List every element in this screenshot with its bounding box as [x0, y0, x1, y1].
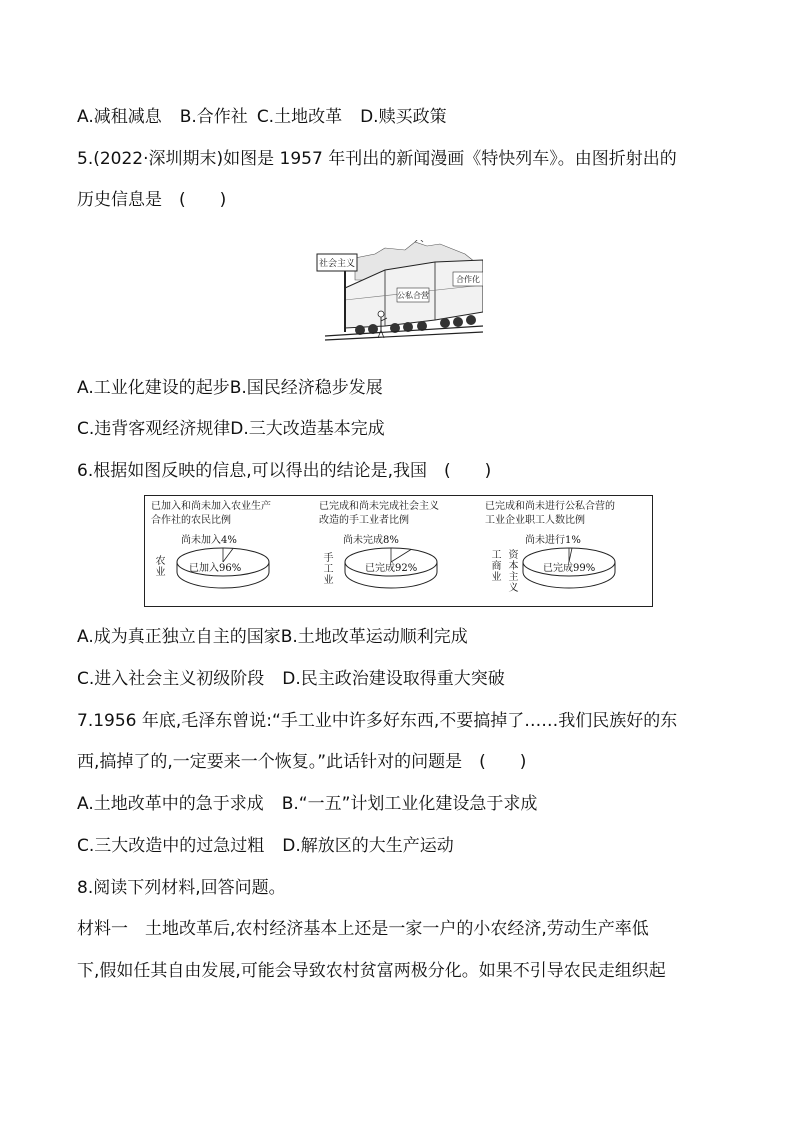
cartoon-car1-label: 公私合营	[397, 291, 429, 300]
pie2-small-label: 尚未完成8%	[343, 535, 399, 546]
pie3-side-label2: 资本主义	[508, 550, 519, 594]
q4-option-a: A.减租减息	[77, 107, 162, 127]
q4-options-row	[77, 106, 447, 128]
q6-options-line2	[77, 668, 505, 690]
q7-option-b: B.“一五”计划工业化建设急于求成	[281, 794, 538, 814]
q4-option-d: D.赎买政策	[360, 107, 447, 127]
q8-material-line2: 下,假如任其自由发展,可能会导致农村贫富两极分化。如果不引导农民走组织起	[77, 961, 666, 981]
q8-stem: 8.阅读下列材料,回答问题。	[77, 878, 286, 898]
pie3-title-line1: 已完成和尚未进行公私合营的	[485, 501, 615, 512]
pie2-title-line2: 改造的手工业者比例	[319, 515, 409, 526]
q6-stem: 6.根据如图反映的信息,可以得出的结论是,我国 ( )	[77, 461, 492, 481]
q7-stem-line1: 7.1956 年底,毛泽东曾说:“手工业中许多好东西,不要搞掉了……我们民族好的东	[77, 711, 678, 731]
pie3-title-line2: 工业企业职工人数比例	[485, 515, 585, 526]
q7-option-a: A.土地改革中的急于求成	[77, 794, 264, 814]
cartoon-sign-label: 社会主义	[318, 259, 356, 269]
q8-material-line1: 材料一 土地改革后,农村经济基本上还是一家一户的小农经济,劳动生产率低	[77, 919, 649, 939]
q4-option-c: C.土地改革	[256, 107, 343, 127]
pie2-side-label: 手工业	[323, 553, 334, 586]
q5-stem-line2: 历史信息是 ( )	[77, 190, 227, 210]
q7-options-line1	[77, 793, 537, 815]
q7-options-line2	[77, 835, 454, 857]
pie3-side-label: 工商业	[491, 550, 502, 583]
q6-options-line1: A.成为真正独立自主的国家B.土地改革运动顺利完成	[77, 627, 468, 647]
q5-options-line2: C.违背客观经济规律D.三大改造基本完成	[77, 419, 385, 439]
pie1-big-label: 已加入96%	[189, 563, 242, 574]
q4-option-b: B.合作社	[179, 107, 248, 127]
pie3-small-label: 尚未进行1%	[525, 535, 581, 546]
pie1-small-label: 尚未加入4%	[181, 535, 237, 546]
q7-stem-line2: 西,搞掉了的,一定要来一个恢复。”此话针对的问题是 ( )	[77, 752, 527, 772]
cartoon-car2-label: 合作化	[456, 275, 480, 284]
pie1-title-line1: 已加入和尚未加入农业生产	[151, 501, 271, 512]
pie3-big-label: 已完成99%	[543, 563, 596, 574]
express-train-cartoon	[315, 240, 483, 346]
pie2-big-label: 已完成92%	[365, 563, 418, 574]
q5-stem-line1: 5.(2022·深圳期末)如图是 1957 年刊出的新闻漫画《特快列车》。由图折射出的	[77, 149, 677, 169]
pie1-title-line2: 合作社的农民比例	[151, 515, 231, 526]
q7-option-d: D.解放区的大生产运动	[282, 836, 454, 856]
q5-options-line1: A.工业化建设的起步B.国民经济稳步发展	[77, 378, 383, 398]
q6-option-c: C.进入社会主义初级阶段	[77, 669, 265, 689]
q7-option-c: C.三大改造中的过急过粗	[77, 836, 265, 856]
q6-option-d: D.民主政治建设取得重大突破	[282, 669, 505, 689]
pie-chart-panel	[144, 495, 653, 607]
pie1-side-label: 农业	[155, 556, 166, 578]
pie2-title-line1: 已完成和尚未完成社会主义	[319, 501, 439, 512]
